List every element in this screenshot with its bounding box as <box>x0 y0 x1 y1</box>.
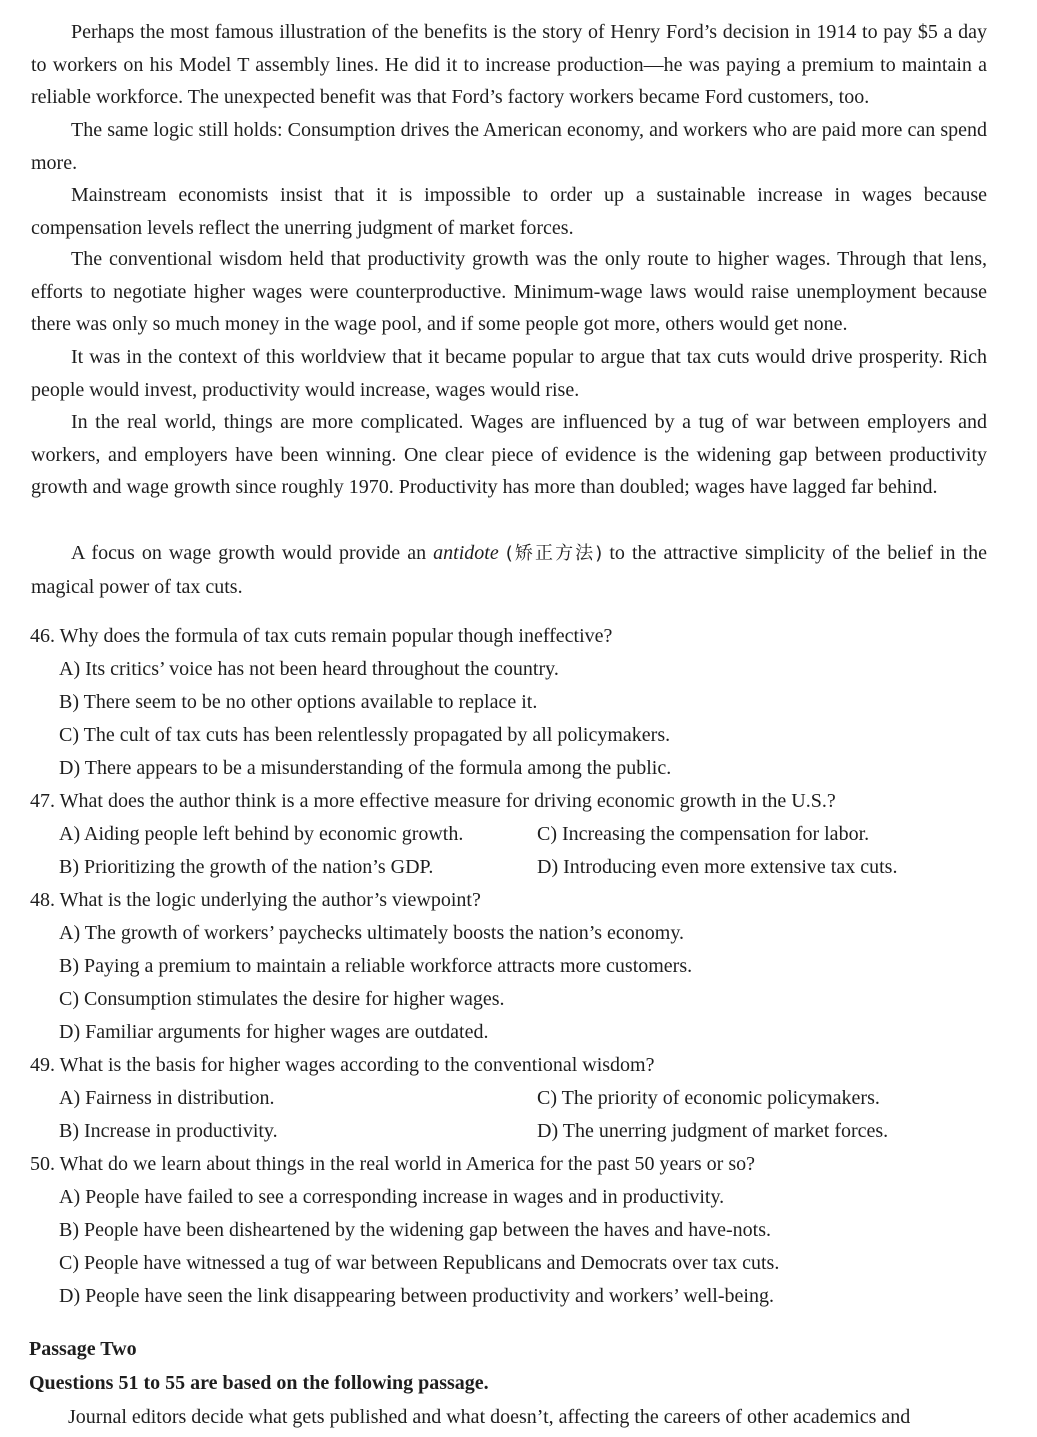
question-49-option-a: A) Fairness in distribution. <box>59 1087 275 1109</box>
question-47-option-d: D) Introducing even more extensive tax cuts. <box>537 856 898 878</box>
passage-paragraph: The conventional wisdom held that productivity growth was the only route to higher wages. Through that lens, efforts to negotiate higher wages were counterproductive. Minimum-wage laws would raise unemployment because there was only so much money in the wage pool, and if some people got more, others would get none. <box>31 248 987 335</box>
passage-paragraph: Perhaps the most famous illustration of the benefits is the story of Henry Ford’s decision in 1914 to pay $5 a day to workers on his Model T assembly lines. He did it to increase production—he was paying a premium to maintain a reliable workforce. The unexpected benefit was that Ford’s factory workers became Ford customers, too. <box>31 21 987 108</box>
question-47-option-b: B) Prioritizing the growth of the nation’s GDP. <box>59 856 434 878</box>
text-after: to the attractive simplicity of the belief in the magical power of tax cuts. <box>31 542 988 598</box>
key-term: antidote <box>433 542 499 564</box>
question-47-option-c: C) Increasing the compensation for labor. <box>537 823 870 845</box>
passage-paragraph: In the real world, things are more complicated. Wages are influenced by a tug of war between employers and workers, and employers have been winning. One clear piece of evidence is the widening gap between productivity growth and wage growth since roughly 1970. Productivity has more than doubled; wages have lagged far behind. <box>31 411 987 498</box>
question-48-option-d: D) Familiar arguments for higher wages are outdated. <box>59 1021 489 1043</box>
question-49-stem: 49. What is the basis for higher wages according to the conventional wisdom? <box>30 1054 655 1076</box>
passage-two-title: Passage Two <box>29 1338 137 1360</box>
question-50-option-c: C) People have witnessed a tug of war between Republicans and Democrats over tax cuts. <box>59 1252 780 1274</box>
passage-paragraph: It was in the context of this worldview that it became popular to argue that tax cuts would drive prosperity. Rich people would invest, productivity would increase, wages would rise. <box>31 346 987 401</box>
passage-two-paragraph: Journal editors decide what gets published and what doesn’t, affecting the careers of other academics and <box>68 1406 911 1428</box>
passage-paragraph-antidote <box>31 537 987 603</box>
question-49-option-d: D) The unerring judgment of market forces. <box>537 1120 889 1142</box>
question-46-option-c: C) The cult of tax cuts has been relentlessly propagated by all policymakers. <box>59 724 671 746</box>
question-47-stem: 47. What does the author think is a more effective measure for driving economic growth in the U.S.? <box>30 790 836 812</box>
question-50-option-d: D) People have seen the link disappearing between productivity and workers’ well-being. <box>59 1285 774 1307</box>
question-46-option-b: B) There seem to be no other options available to replace it. <box>59 691 538 713</box>
question-50-stem: 50. What do we learn about things in the real world in America for the past 50 years or so? <box>30 1153 755 1175</box>
question-50-option-b: B) People have been disheartened by the widening gap between the haves and have-nots. <box>59 1219 771 1241</box>
question-48-option-c: C) Consumption stimulates the desire for higher wages. <box>59 988 505 1010</box>
question-46-option-a: A) Its critics’ voice has not been heard throughout the country. <box>59 658 559 680</box>
passage-two-instruction: Questions 51 to 55 are based on the following passage. <box>29 1372 489 1394</box>
question-48-stem: 48. What is the logic underlying the author’s viewpoint? <box>30 889 481 911</box>
chinese-gloss: (矫正方法) <box>505 543 603 564</box>
question-50-option-a: A) People have failed to see a corresponding increase in wages and in productivity. <box>59 1186 725 1208</box>
question-46-option-d: D) There appears to be a misunderstanding of the formula among the public. <box>59 757 672 779</box>
text-before: A focus on wage growth would provide an <box>71 542 434 564</box>
question-47-option-a: A) Aiding people left behind by economic growth. <box>59 823 464 845</box>
question-49-option-c: C) The priority of economic policymakers. <box>537 1087 880 1109</box>
passage-paragraph: Mainstream economists insist that it is impossible to order up a sustainable increase in wages because compensation levels reflect the unerring judgment of market forces. <box>31 184 987 239</box>
passage-paragraph: The same logic still holds: Consumption drives the American economy, and workers who are paid more can spend more. <box>31 119 987 174</box>
question-48-option-b: B) Paying a premium to maintain a reliable workforce attracts more customers. <box>59 955 693 977</box>
question-46-stem: 46. Why does the formula of tax cuts remain popular though ineffective? <box>30 625 613 647</box>
question-48-option-a: A) The growth of workers’ paychecks ultimately boosts the nation’s economy. <box>59 922 685 944</box>
question-49-option-b: B) Increase in productivity. <box>59 1120 278 1142</box>
